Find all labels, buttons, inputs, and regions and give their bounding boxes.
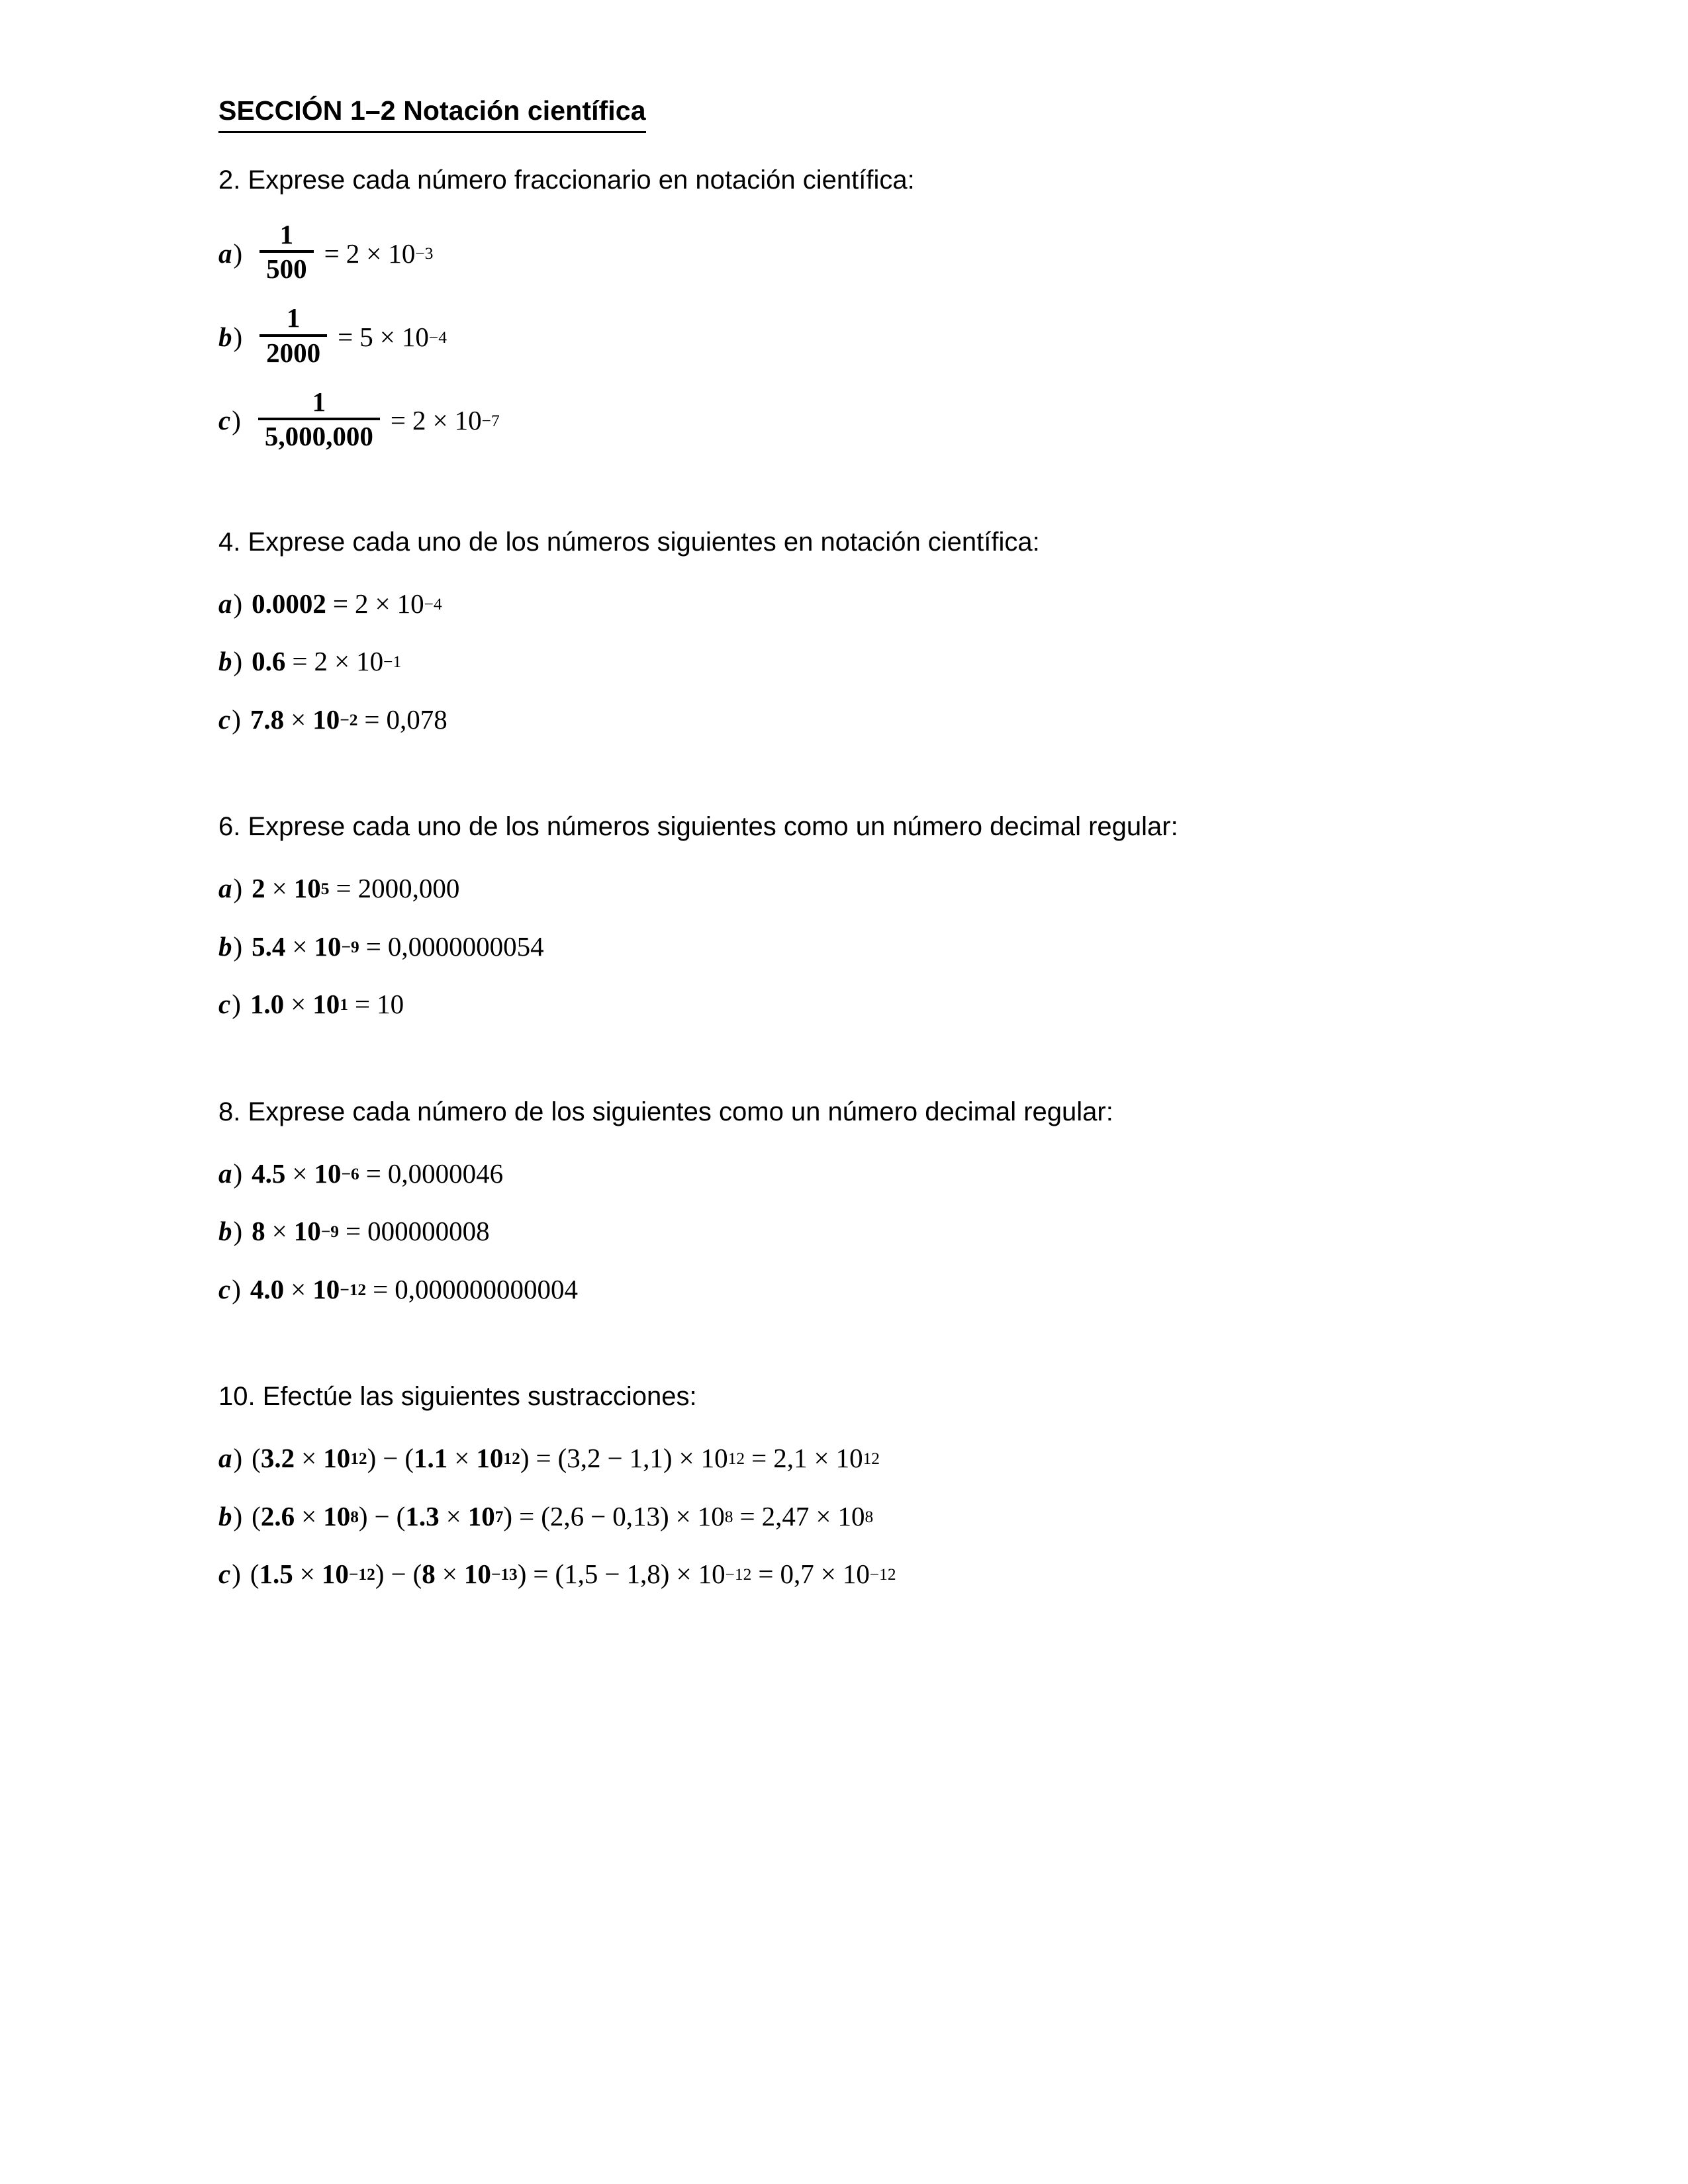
final-mantissa: 2,1 xyxy=(773,1443,808,1474)
result-value: 0,000000000004 xyxy=(395,1273,578,1304)
open-paren: ( xyxy=(396,1500,406,1531)
exercise-2-item-b: b ) $\frac{1}{2000}$ = 5 × 10 −4 xyxy=(218,302,447,368)
item-label-paren: ) xyxy=(233,646,243,677)
item-label-paren: ) xyxy=(233,1216,243,1247)
multiplication-sign: × xyxy=(301,1443,317,1474)
exercise-8-prompt: 8. Exprese cada número de los siguientes como un número decimal regular: xyxy=(218,1097,1113,1126)
given-base: 10 xyxy=(314,1158,342,1189)
item-label-c: c xyxy=(218,704,231,735)
fraction-denominator: 500 xyxy=(266,253,307,285)
step-base: 10 xyxy=(698,1559,726,1590)
open-paren: ( xyxy=(252,1443,261,1474)
multiplication-sign: × xyxy=(292,931,308,962)
equals-sign: = xyxy=(365,1158,381,1189)
multiplication-sign: × xyxy=(366,238,382,269)
exercise-10-item-c: c ) ( 1.5 × 10 −12 ) − ( 8 × 10 −13 ) = ( 1,5 − 1,8 ) × 10 −12 = 0,7 × 10 −12 xyxy=(218,1554,1489,1595)
step-open-paren: ( xyxy=(541,1500,550,1531)
step-close-paren: ) xyxy=(659,1500,669,1531)
step-minus-sign: − xyxy=(590,1500,606,1531)
term2-mantissa: 1.1 xyxy=(414,1443,448,1474)
step-operand-b: 1,8 xyxy=(626,1559,661,1590)
item-label-paren: ) xyxy=(233,1443,243,1474)
fraction-1-over-2000 xyxy=(259,304,327,367)
spacer xyxy=(218,473,1489,523)
result-value: 0,0000000054 xyxy=(387,931,544,962)
equals-sign: = xyxy=(536,1443,551,1474)
close-paren: ) xyxy=(503,1500,513,1531)
equals-sign: = xyxy=(751,1443,767,1474)
given-base: 10 xyxy=(312,989,340,1020)
close-paren: ) xyxy=(375,1559,385,1590)
open-paren: ( xyxy=(250,1559,259,1590)
multiplication-sign: × xyxy=(814,1443,829,1474)
item-label-b: b xyxy=(218,321,232,352)
exercise-8-item-b: b ) 8 × 10 −9 = 000000008 xyxy=(218,1211,1489,1252)
given-base: 10 xyxy=(312,704,340,735)
section-heading-wrapper xyxy=(218,93,1489,138)
exercise-4-item-a: a ) 0.0002 = 2 × 10 −4 xyxy=(218,584,1489,625)
multiplication-sign: × xyxy=(301,1500,317,1531)
equals-sign: = xyxy=(338,321,353,352)
exercise-4 xyxy=(218,523,1489,741)
result-base: 10 xyxy=(397,588,424,619)
given-mantissa: 4.5 xyxy=(252,1158,286,1189)
given-value: 0.6 xyxy=(252,646,286,677)
item-label-paren: ) xyxy=(233,873,243,904)
given-mantissa: 8 xyxy=(252,1216,265,1247)
equals-sign: = xyxy=(336,873,352,904)
result-mantissa: 5 xyxy=(359,321,373,352)
multiplication-sign: × xyxy=(676,1559,692,1590)
result-base: 10 xyxy=(388,238,416,269)
page-title: SECCIÓN 1–2 Notación científica xyxy=(218,93,646,133)
spacer xyxy=(218,1327,1489,1377)
close-paren: ) xyxy=(358,1500,368,1531)
multiplication-sign: × xyxy=(816,1500,831,1531)
equals-sign: = xyxy=(365,931,381,962)
step-base: 10 xyxy=(700,1443,728,1474)
exercise-8-item-c: c ) 4.0 × 10 −12 = 0,000000000004 xyxy=(218,1269,1489,1310)
minus-sign: − xyxy=(391,1559,406,1590)
term2-base: 10 xyxy=(463,1559,491,1590)
equals-sign: = xyxy=(364,704,380,735)
item-label-a: a xyxy=(218,588,232,619)
given-mantissa: 5.4 xyxy=(252,931,286,962)
item-label-a: a xyxy=(218,1158,232,1189)
equals-sign: = xyxy=(758,1559,774,1590)
equals-sign: = xyxy=(332,588,349,619)
final-mantissa: 2,47 xyxy=(761,1500,810,1531)
term1-mantissa: 1.5 xyxy=(259,1559,293,1590)
result-value: 10 xyxy=(377,989,404,1020)
term2-mantissa: 8 xyxy=(422,1559,436,1590)
exercise-6 xyxy=(218,807,1489,1025)
multiplication-sign: × xyxy=(292,1158,308,1189)
item-label-paren: ) xyxy=(232,1273,241,1304)
result-value: 0,078 xyxy=(386,704,447,735)
item-label-c: c xyxy=(218,1273,231,1304)
item-label-paren: ) xyxy=(233,321,243,352)
given-base: 10 xyxy=(312,1273,340,1304)
item-label-b: b xyxy=(218,931,232,962)
result-base: 10 xyxy=(454,404,482,435)
multiplication-sign: × xyxy=(271,873,287,904)
minus-sign: − xyxy=(374,1500,390,1531)
item-label-c: c xyxy=(218,1559,231,1590)
step-minus-sign: − xyxy=(607,1443,623,1474)
term1-mantissa: 2.6 xyxy=(260,1500,295,1531)
given-value: 0.0002 xyxy=(252,588,326,619)
open-paren: ( xyxy=(412,1559,422,1590)
item-label-paren: ) xyxy=(233,1500,243,1531)
multiplication-sign: × xyxy=(432,404,448,435)
item-label-paren: ) xyxy=(232,704,241,735)
fraction-numerator: 1 xyxy=(312,386,326,417)
item-label-paren: ) xyxy=(233,238,243,269)
equals-sign: = xyxy=(519,1500,535,1531)
equals-sign: = xyxy=(345,1216,361,1247)
equals-sign: = xyxy=(324,238,340,269)
term1-mantissa: 3.2 xyxy=(260,1443,295,1474)
minus-sign: − xyxy=(383,1443,399,1474)
item-label-a: a xyxy=(218,238,232,269)
term1-base: 10 xyxy=(321,1559,349,1590)
close-paren: ) xyxy=(367,1443,377,1474)
multiplication-sign: × xyxy=(334,646,350,677)
exercise-4-item-b: b ) 0.6 = 2 × 10 −1 xyxy=(218,641,1489,682)
multiplication-sign: × xyxy=(379,321,395,352)
given-base: 10 xyxy=(314,931,342,962)
equals-sign: = xyxy=(354,989,371,1020)
item-label-paren: ) xyxy=(233,588,243,619)
multiplication-sign: × xyxy=(442,1559,457,1590)
multiplication-sign: × xyxy=(291,989,306,1020)
exercise-10-item-b: b ) ( 2.6 × 10 8 ) − ( 1.3 × 10 7 ) = ( 2,6 − 0,13 ) × 10 8 = 2,47 × 10 8 xyxy=(218,1496,1489,1537)
result-mantissa: 2 xyxy=(412,404,426,435)
step-operand-a: 1,5 xyxy=(564,1559,598,1590)
exercise-6-item-a: a ) 2 × 10 5 = 2000,000 xyxy=(218,868,1489,909)
exercise-4-item-c: c ) 7.8 × 10 −2 = 0,078 xyxy=(218,700,1489,741)
item-label-c: c xyxy=(218,989,231,1020)
fraction-1-over-5000000 xyxy=(258,388,380,451)
given-base: 10 xyxy=(293,1216,321,1247)
multiplication-sign: × xyxy=(675,1500,691,1531)
given-base: 10 xyxy=(293,873,321,904)
open-paren: ( xyxy=(404,1443,414,1474)
result-mantissa: 2 xyxy=(314,646,328,677)
given-mantissa: 1.0 xyxy=(250,989,285,1020)
exercise-10-item-a: a ) ( 3.2 × 10 12 ) − ( 1.1 × 10 12 ) = ( 3,2 − 1,1 ) × 10 12 = 2,1 × 10 12 xyxy=(218,1438,1489,1479)
given-mantissa: 2 xyxy=(252,873,265,904)
step-operand-a: 3,2 xyxy=(567,1443,601,1474)
multiplication-sign: × xyxy=(445,1500,461,1531)
item-label-paren: ) xyxy=(233,931,243,962)
equals-sign: = xyxy=(390,404,406,435)
final-base: 10 xyxy=(835,1443,863,1474)
multiplication-sign: × xyxy=(679,1443,694,1474)
exercise-8 xyxy=(218,1093,1489,1310)
exercise-4-prompt: 4. Exprese cada uno de los números siguientes en notación científica: xyxy=(218,527,1040,557)
term2-base: 10 xyxy=(476,1443,504,1474)
result-mantissa: 2 xyxy=(346,238,360,269)
multiplication-sign: × xyxy=(454,1443,470,1474)
item-label-paren: ) xyxy=(232,1559,241,1590)
exercise-2-item-c: c ) $\frac{1}{5,000,000}$ = 2 × 10 −7 xyxy=(218,386,500,451)
step-close-paren: ) xyxy=(660,1559,670,1590)
result-value: 2000,000 xyxy=(357,873,460,904)
step-operand-b: 0,13 xyxy=(612,1500,660,1531)
final-mantissa: 0,7 xyxy=(780,1559,814,1590)
step-open-paren: ( xyxy=(555,1559,565,1590)
item-label-b: b xyxy=(218,1500,232,1531)
result-mantissa: 2 xyxy=(355,588,369,619)
exercise-6-item-b: b ) 5.4 × 10 −9 = 0,0000000054 xyxy=(218,927,1489,968)
step-operand-b: 1,1 xyxy=(629,1443,663,1474)
exercise-10-prompt: 10. Efectúe las siguientes sustracciones: xyxy=(218,1382,697,1412)
final-base: 10 xyxy=(842,1559,870,1590)
fraction-denominator: 5,000,000 xyxy=(264,420,373,451)
equals-sign: = xyxy=(373,1273,389,1304)
step-operand-a: 2,6 xyxy=(549,1500,585,1531)
fraction-1-over-500 xyxy=(259,220,314,284)
close-paren: ) xyxy=(520,1443,530,1474)
fraction-numerator: 1 xyxy=(286,302,301,334)
exercise-8-item-a: a ) 4.5 × 10 −6 = 0,0000046 xyxy=(218,1154,1489,1195)
term2-mantissa: 1.3 xyxy=(405,1500,440,1531)
exercise-6-item-c: c ) 1.0 × 10 1 = 10 xyxy=(218,984,1489,1025)
exercise-2 xyxy=(218,161,1489,452)
step-minus-sign: − xyxy=(604,1559,620,1590)
item-label-paren: ) xyxy=(233,1158,243,1189)
term1-base: 10 xyxy=(323,1443,351,1474)
final-base: 10 xyxy=(837,1500,865,1531)
result-base: 10 xyxy=(356,646,384,677)
multiplication-sign: × xyxy=(271,1216,287,1247)
given-mantissa: 4.0 xyxy=(250,1273,285,1304)
item-label-paren: ) xyxy=(232,989,241,1020)
equals-sign: = xyxy=(292,646,308,677)
equals-sign: = xyxy=(533,1559,549,1590)
item-label-paren: ) xyxy=(232,404,241,435)
step-open-paren: ( xyxy=(557,1443,567,1474)
spacer xyxy=(218,1042,1489,1093)
item-label-b: b xyxy=(218,1216,232,1247)
close-paren: ) xyxy=(517,1559,527,1590)
exercise-2-item-a: a ) $\frac{1}{500}$ = 2 × 10 −3 xyxy=(218,219,434,285)
result-value: 0,0000046 xyxy=(387,1158,504,1189)
item-label-a: a xyxy=(218,873,232,904)
term1-base: 10 xyxy=(323,1500,351,1531)
equals-sign: = xyxy=(739,1500,755,1531)
result-base: 10 xyxy=(401,321,429,352)
multiplication-sign: × xyxy=(291,704,306,735)
term2-base: 10 xyxy=(467,1500,495,1531)
open-paren: ( xyxy=(252,1500,261,1531)
step-close-paren: ) xyxy=(663,1443,673,1474)
exercise-2-prompt: 2. Exprese cada número fraccionario en notación científica: xyxy=(218,165,915,195)
multiplication-sign: × xyxy=(291,1273,306,1304)
given-mantissa: 7.8 xyxy=(250,704,285,735)
spacer xyxy=(218,757,1489,807)
item-label-c: c xyxy=(218,404,231,435)
step-base: 10 xyxy=(697,1500,725,1531)
exercise-10 xyxy=(218,1377,1489,1595)
multiplication-sign: × xyxy=(299,1559,315,1590)
item-label-a: a xyxy=(218,1443,232,1474)
multiplication-sign: × xyxy=(375,588,391,619)
exercise-6-prompt: 6. Exprese cada uno de los números siguientes como un número decimal regular: xyxy=(218,812,1178,842)
fraction-numerator: 1 xyxy=(279,219,294,250)
multiplication-sign: × xyxy=(820,1559,836,1590)
result-value: 000000008 xyxy=(367,1216,490,1247)
fraction-denominator: 2000 xyxy=(266,337,321,368)
item-label-b: b xyxy=(218,646,232,677)
